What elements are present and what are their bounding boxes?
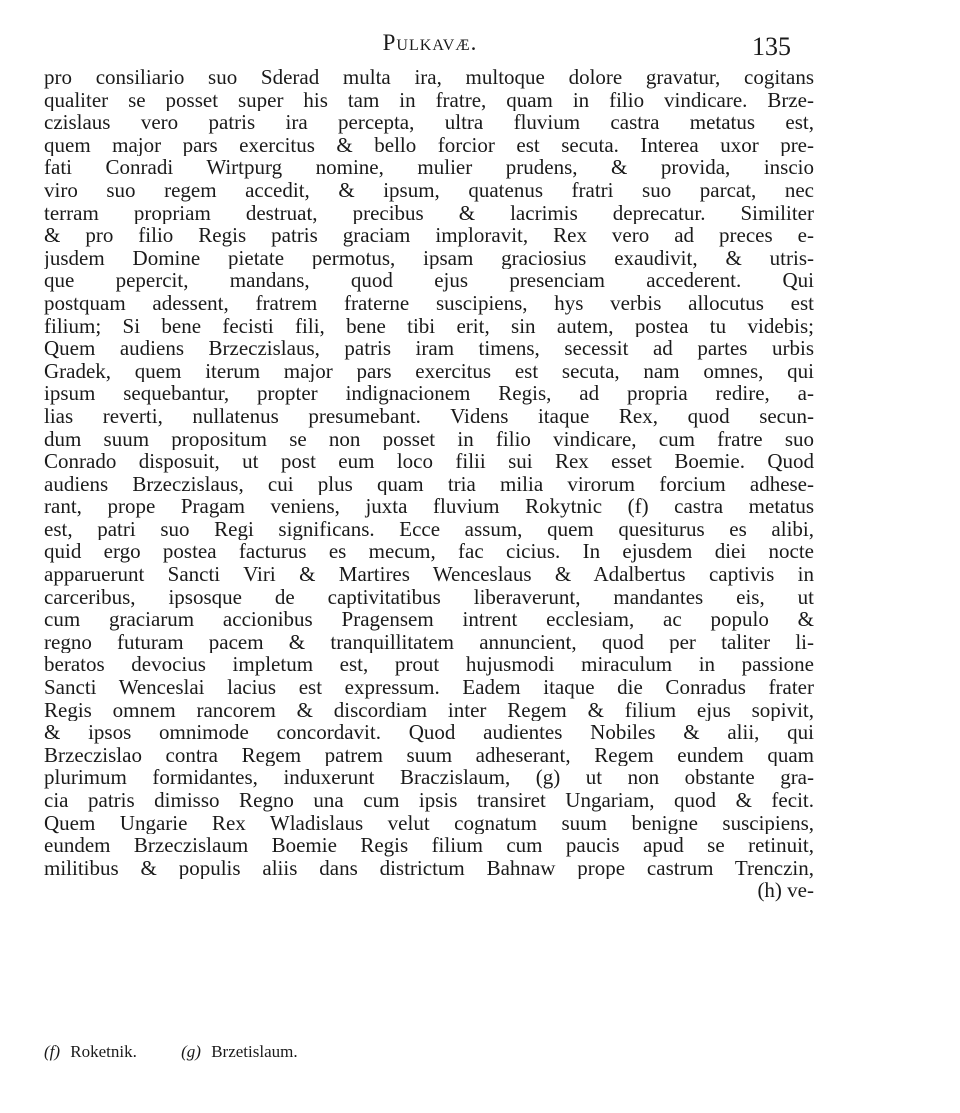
text-line: qualiter se posset super his tam in fratre, quam in filio vindicare. Brze- [44, 88, 814, 112]
text-line: eundem Brzeczislaum Boemie Regis filium cum paucis apud se retinuit, [44, 834, 814, 857]
footnote-f [44, 1042, 147, 1061]
text-line: quid ergo postea facturus es mecum, fac cicius. In ejusdem diei nocte [44, 540, 814, 564]
text-line: Gradek, quem iterum major pars exercitus est secuta, nam omnes, qui [44, 359, 814, 383]
text-line: Quem audiens Brzeczislaus, patris iram timens, secessit ad partes urbis [44, 337, 814, 360]
text-line: rant, prope Pragam veniens, juxta fluvium Rokytnic (f) castra metatus [44, 495, 814, 518]
text-line: Sancti Wenceslai lacius est expressum. Eadem itaque die Conradus frater [44, 676, 814, 699]
text-line: apparuerunt Sancti Viri & Martires Wenceslaus & Adalbertus captivis in [44, 563, 814, 586]
text-line: & ipsos omnimode concordavit. Quod audientes Nobiles & alii, qui [44, 721, 814, 744]
text-line: que pepercit, mandans, quod ejus presenciam accederent. Qui [44, 269, 814, 292]
text-line: Quem Ungarie Rex Wladislaus velut cognatum suum benigne suscipiens, [44, 811, 814, 835]
text-line: postquam adessent, fratrem fraterne suscipiens, hys verbis allocutus est [44, 291, 814, 315]
text-line: ipsum sequebantur, propter indignacionem Regis, ad propria redire, a- [44, 382, 814, 405]
text-line: quem major pars exercitus & bello forcior est secuta. Interea uxor pre- [44, 133, 814, 157]
text-line: carceribus, ipsosque de captivitatibus liberaverunt, mandantes eis, ut [44, 585, 814, 609]
text-line: Brzeczislao contra Regem patrem suum adheserant, Regem eundem quam [44, 743, 814, 767]
body-text [44, 66, 814, 902]
footnote-mark: (f) [44, 1042, 61, 1061]
footnote-g [181, 1042, 297, 1061]
text-line: plurimum formidantes, induxerunt Braczislaum, (g) ut non obstante gra- [44, 766, 814, 789]
text-line: regno futuram pacem & tranquillitatem annuncient, quod per taliter li- [44, 630, 814, 654]
text-line: cum graciarum accionibus Pragensem intrent ecclesiam, ac populo & [44, 608, 814, 631]
text-line: dum suum propositum se non posset in filio vindicare, cum fratre suo [44, 427, 814, 451]
page-number: 135 [752, 32, 791, 61]
text-line: Conrado disposuit, ut post eum loco filii sui Rex esset Boemie. Quod [44, 450, 814, 473]
text-line: lias reverti, nullatenus presumebant. Videns itaque Rex, quod secun- [44, 404, 814, 428]
text-line: beratos devocius impletum est, prout hujusmodi miraculum in passione [44, 653, 814, 677]
text-line: pro consiliario suo Sderad multa ira, multoque dolore gravatur, cogitans [44, 66, 814, 89]
footnote-mark: (g) [181, 1042, 201, 1061]
text-line: audiens Brzeczislaus, cui plus quam tria milia virorum forcium adhese- [44, 472, 814, 496]
text-line: fati Conradi Wirtpurg nomine, mulier prudens, & provida, inscio [44, 156, 814, 179]
footnotes [44, 1042, 544, 1062]
text-line: est, patri suo Regi significans. Ecce assum, quem quesiturus es alibi, [44, 517, 814, 541]
text-line: (h) ve- [757, 879, 814, 902]
text-line: Regis omnem rancorem & discordiam inter Regem & filium ejus sopivit, [44, 698, 814, 722]
text-line: jusdem Domine pietate permotus, ipsam graciosius exaudivit, & utris- [44, 246, 814, 270]
footnote-text: Brzetislaum. [211, 1042, 298, 1061]
text-line: terram propriam destruat, precibus & lacrimis deprecatur. Similiter [44, 201, 814, 225]
text-line: czislaus vero patris ira percepta, ultra fluvium castra metatus est, [44, 111, 814, 134]
text-line: viro suo regem accedit, & ipsum, quatenus fratri suo parcat, nec [44, 178, 814, 202]
text-line: militibus & populis aliis dans districtum Bahnaw prope castrum Trenczin, [44, 856, 814, 880]
text-line: & pro filio Regis patris graciam imploravit, Rex vero ad preces e- [44, 224, 814, 247]
text-line: cia patris dimisso Regno una cum ipsis transiret Ungariam, quod & fecit. [44, 789, 814, 812]
text-line: filium; Si bene fecisti fili, bene tibi erit, sin autem, postea tu videbis; [44, 314, 814, 338]
running-head: Pulkavæ. [382, 30, 478, 55]
footnote-text: Roketnik. [70, 1042, 137, 1061]
